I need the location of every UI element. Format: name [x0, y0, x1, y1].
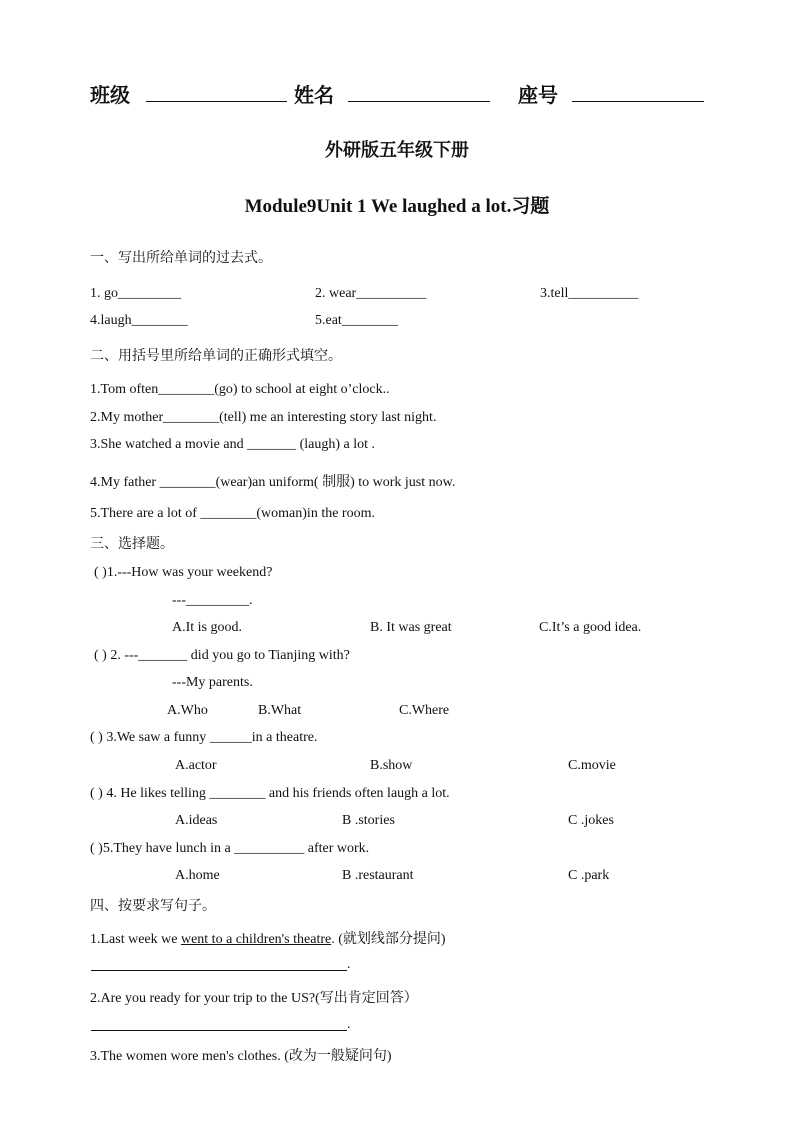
q4-stem: ( ) 4. He likes telling ________ and his friends often laugh a lot.: [90, 786, 450, 801]
q5-stem: ( )5.They have lunch in a __________ after work.: [90, 841, 370, 856]
seat-label: 座号: [518, 83, 558, 107]
s4-s1-underlined: went to a children's theatre: [180, 932, 332, 947]
page-title: 外研版五年级下册: [325, 140, 469, 161]
q1-line2: ---_________.: [172, 593, 253, 608]
s4-s1-post: . (就划线部分提问): [331, 932, 446, 947]
q2-line2: ---My parents.: [172, 675, 253, 690]
s4-sentence-2: 2.Are you ready for your trip to the US?(写出肯定回答）: [90, 991, 418, 1006]
q4-option-a: A.ideas: [175, 813, 218, 828]
s2-item-2: 2.My mother________(tell) me an interesting story last night.: [90, 410, 437, 425]
q4-option-b: B .stories: [342, 813, 395, 828]
q2-option-c: C.Where: [399, 703, 450, 718]
s4-sentence-3: 3.The women wore men's clothes. (改为一般疑问句): [90, 1049, 392, 1064]
q3-option-a: A.actor: [175, 758, 217, 773]
class-label: 班级: [90, 83, 130, 107]
answer-period-2: .: [347, 1017, 351, 1032]
q1-option-a: A.It is good.: [172, 620, 242, 635]
q5-option-a: A.home: [175, 868, 220, 883]
q2-option-b: B.What: [258, 703, 302, 718]
name-blank[interactable]: [348, 101, 490, 102]
s1-item-3: 3.tell__________: [540, 286, 639, 301]
q2-option-a: A.Who: [167, 703, 208, 718]
answer-line-1[interactable]: [91, 970, 347, 971]
q3-stem: ( ) 3.We saw a funny ______in a theatre.: [90, 730, 318, 745]
s2-item-1: 1.Tom often________(go) to school at eight o’clock..: [90, 382, 390, 397]
seat-blank[interactable]: [572, 101, 704, 102]
q2-stem: ( ) 2. ---_______ did you go to Tianjing with?: [94, 648, 350, 663]
s1-item-4: 4.laugh________: [90, 313, 188, 328]
page-subtitle: Module9Unit 1 We laughed a lot.习题: [244, 196, 550, 217]
answer-period-1: .: [347, 957, 351, 972]
q1-option-c: C.It’s a good idea.: [539, 620, 642, 635]
class-blank[interactable]: [146, 101, 287, 102]
q3-option-b: B.show: [370, 758, 413, 773]
q5-option-b: B .restaurant: [342, 868, 414, 883]
q1-stem: ( )1.---How was your weekend?: [94, 565, 273, 580]
s1-item-2: 2. wear__________: [315, 286, 427, 301]
s1-item-5: 5.eat________: [315, 313, 398, 328]
answer-line-2[interactable]: [91, 1030, 347, 1031]
s4-sentence-1: [90, 928, 446, 948]
s4-s1-pre: 1.Last week we: [90, 932, 181, 947]
section3-heading: 三、选择题。: [90, 536, 174, 552]
name-label: 姓名: [294, 83, 334, 107]
s1-item-1: 1. go_________: [90, 286, 181, 301]
section2-heading: 二、用括号里所给单词的正确形式填空。: [90, 348, 342, 364]
q5-option-c: C .park: [568, 868, 610, 883]
q1-option-b: B. It was great: [370, 620, 452, 635]
s2-item-4: 4.My father ________(wear)an uniform( 制服) to work just now.: [90, 475, 456, 490]
section4-heading: 四、按要求写句子。: [90, 898, 216, 914]
section1-heading: 一、写出所给单词的过去式。: [90, 250, 272, 266]
s2-item-5: 5.There are a lot of ________(woman)in the room.: [90, 506, 375, 521]
s2-item-3: 3.She watched a movie and _______ (laugh) a lot .: [90, 437, 375, 452]
q3-option-c: C.movie: [568, 758, 616, 773]
q4-option-c: C .jokes: [568, 813, 614, 828]
